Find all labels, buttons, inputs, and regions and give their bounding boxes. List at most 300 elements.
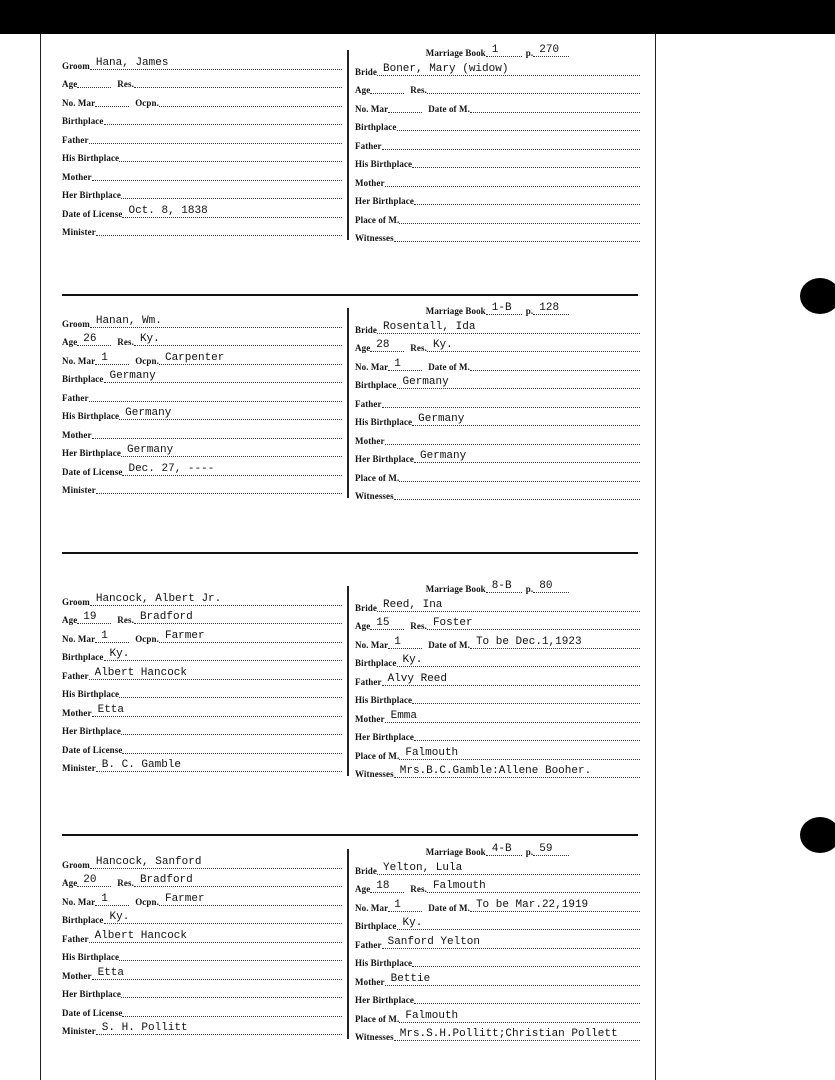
groom-row-his-birthplace (62, 405, 342, 424)
field-label: Mother (355, 177, 385, 188)
field-label: Her Birthplace (62, 989, 121, 999)
field-value: Germany (119, 408, 342, 420)
field-label: Place of M. (355, 214, 400, 225)
field-value: 20 (77, 875, 111, 887)
groom-row-minister (62, 221, 342, 240)
field-value: Etta (92, 968, 342, 980)
field-label: Groom (62, 859, 90, 870)
bride-row-mother (355, 970, 640, 989)
field-label: Date of M. (428, 103, 470, 114)
field-value (412, 167, 640, 168)
field-value (104, 124, 343, 125)
field-value: Germany (412, 414, 640, 426)
field-label: Age (355, 621, 371, 631)
bride-row-her-birthplace (355, 726, 640, 745)
bride-row-birthplace (355, 116, 640, 135)
field-label: Father (62, 933, 89, 944)
field-value: Ky. (104, 912, 343, 924)
field-value: Falmouth (399, 748, 640, 760)
field-value (394, 499, 640, 500)
field-label: No. Mar (62, 896, 96, 907)
groom-section (62, 590, 342, 775)
field-value: Emma (385, 711, 640, 723)
field-label: Date of License (62, 744, 123, 755)
field-value (122, 753, 342, 754)
bride-row-age (355, 615, 640, 634)
groom-row-his-birthplace (62, 683, 342, 702)
field-value: 4-B (486, 844, 522, 856)
field-value (77, 87, 111, 88)
field-value: Germany (397, 377, 641, 389)
field-value (96, 235, 342, 236)
groom-row-minister (62, 1020, 342, 1039)
bride-row-place-of-m (355, 1007, 640, 1026)
marriage-book-header (355, 44, 640, 60)
field-value: 1 (388, 900, 422, 912)
field-value: 15 (370, 618, 404, 630)
field-value: S. H. Pollitt (96, 1023, 342, 1035)
field-label: Birthplace (355, 380, 397, 390)
field-label: p. (525, 847, 534, 857)
bride-row-witnesses (355, 1026, 640, 1045)
field-label: Mother (355, 976, 385, 987)
marriage-book-header (355, 580, 640, 596)
field-value: 1-B (486, 303, 522, 315)
field-label: Mother (62, 970, 92, 981)
field-value: Germany (104, 371, 343, 383)
card-separator (62, 834, 638, 836)
groom-row-no-mar (62, 890, 342, 909)
right-border-line (655, 34, 656, 1080)
groom-row-age (62, 331, 342, 350)
field-value: Germany (414, 451, 640, 463)
field-label: No. Mar (355, 902, 389, 913)
field-label: Marriage Book (425, 847, 486, 857)
field-value (92, 438, 342, 439)
field-label: His Birthplace (62, 153, 120, 163)
groom-row-date-of-license (62, 202, 342, 221)
field-value (89, 401, 342, 402)
field-value (159, 106, 342, 107)
field-value: B. C. Gamble (96, 760, 342, 772)
groom-row-age (62, 73, 342, 92)
groom-row-age (62, 609, 342, 628)
field-label: His Birthplace (62, 689, 120, 699)
field-label: His Birthplace (355, 958, 413, 968)
field-value (399, 481, 640, 482)
marriage-card (62, 44, 640, 244)
field-value (470, 112, 640, 113)
field-value (399, 223, 640, 224)
field-label: No. Mar (355, 361, 389, 372)
field-value: To be Mar.22,1919 (470, 900, 640, 912)
field-value (385, 186, 640, 187)
field-label: Date of License (62, 208, 123, 219)
bride-row-bride (355, 60, 640, 79)
field-value: To be Dec.1,1923 (470, 637, 640, 649)
groom-row-no-mar (62, 349, 342, 368)
bride-row-age (355, 79, 640, 98)
field-label: Date of License (62, 466, 123, 477)
field-label: Minister (62, 227, 96, 237)
field-value (134, 87, 342, 88)
field-label: No. Mar (62, 97, 96, 108)
marriage-card (62, 302, 640, 502)
groom-row-father (62, 927, 342, 946)
field-value: Ky. (427, 340, 640, 352)
column-divider (347, 586, 349, 776)
field-value: Etta (92, 705, 342, 717)
field-value: Albert Hancock (89, 931, 342, 943)
field-label: No. Mar (62, 355, 96, 366)
field-value: 1 (95, 353, 129, 365)
groom-row-date-of-license (62, 1001, 342, 1020)
groom-row-her-birthplace (62, 442, 342, 461)
field-value: 28 (370, 340, 404, 352)
field-value: 80 (533, 581, 569, 593)
groom-row-groom (62, 853, 342, 872)
field-value: 19 (77, 612, 111, 624)
field-label: Place of M. (355, 750, 400, 761)
field-value: Ky. (397, 918, 641, 930)
field-value (414, 1003, 640, 1004)
groom-row-her-birthplace (62, 184, 342, 203)
field-value: 26 (77, 334, 111, 346)
field-label: Her Birthplace (355, 732, 414, 742)
bride-row-birthplace (355, 915, 640, 934)
bride-row-his-birthplace (355, 952, 640, 971)
card-separator (62, 552, 638, 554)
bride-row-birthplace (355, 374, 640, 393)
groom-row-birthplace (62, 368, 342, 387)
bride-row-place-of-m (355, 208, 640, 227)
field-value (89, 143, 342, 144)
field-value: 8-B (486, 581, 522, 593)
groom-section (62, 312, 342, 497)
field-value: Hana, James (90, 58, 342, 70)
field-label: Res. (410, 85, 427, 95)
bride-row-witnesses (355, 763, 640, 782)
field-value: Rosentall, Ida (377, 322, 640, 334)
field-label: Bride (355, 602, 377, 613)
field-value: Ky. (397, 655, 641, 667)
field-label: Bride (355, 324, 377, 335)
field-value: Carpenter (159, 353, 342, 365)
field-label: Witnesses (355, 1032, 394, 1042)
field-value: Alvy Reed (382, 674, 640, 686)
field-label: Bride (355, 865, 377, 876)
field-label: His Birthplace (355, 159, 413, 169)
groom-row-father (62, 386, 342, 405)
field-value (121, 734, 342, 735)
field-label: p. (525, 584, 534, 594)
field-value (119, 960, 342, 961)
field-label: Res. (117, 615, 134, 625)
bride-row-his-birthplace (355, 689, 640, 708)
bride-row-place-of-m (355, 744, 640, 763)
field-value (119, 161, 342, 162)
bride-row-father (355, 670, 640, 689)
field-label: Res. (410, 621, 427, 631)
bride-row-mother (355, 171, 640, 190)
field-label: Res. (117, 878, 134, 888)
field-value: Mrs.B.C.Gamble:Allene Booher. (394, 766, 640, 778)
bride-row-place-of-m (355, 466, 640, 485)
bride-row-father (355, 134, 640, 153)
field-label: Father (355, 140, 382, 151)
field-label: Bride (355, 66, 377, 77)
groom-section (62, 54, 342, 239)
groom-row-no-mar (62, 91, 342, 110)
groom-row-groom (62, 54, 342, 73)
field-label: Marriage Book (425, 48, 486, 58)
field-value: 1 (95, 894, 129, 906)
bride-row-mother (355, 429, 640, 448)
field-label: Place of M. (355, 1013, 400, 1024)
field-label: Minister (62, 763, 96, 773)
field-label: Mother (62, 429, 92, 440)
field-label: Age (62, 337, 78, 347)
column-divider (347, 308, 349, 498)
field-value: Reed, Ina (377, 600, 640, 612)
field-label: Date of M. (428, 639, 470, 650)
field-value: Ky. (134, 334, 342, 346)
field-value (397, 130, 641, 131)
bride-section (355, 580, 640, 781)
groom-row-birthplace (62, 110, 342, 129)
field-value (95, 106, 129, 107)
field-label: Age (62, 615, 78, 625)
groom-row-age (62, 872, 342, 891)
field-value: Oct. 8, 1838 (122, 206, 342, 218)
field-label: Ocpn. (135, 355, 159, 366)
groom-row-groom (62, 312, 342, 331)
field-value (122, 1016, 342, 1017)
marriage-book-header (355, 302, 640, 318)
field-value (119, 697, 342, 698)
field-value: 18 (370, 881, 404, 893)
groom-row-his-birthplace (62, 946, 342, 965)
groom-row-no-mar (62, 627, 342, 646)
field-label: Groom (62, 318, 90, 329)
field-value: Farmer (159, 631, 342, 643)
column-divider (347, 849, 349, 1039)
field-label: Witnesses (355, 491, 394, 501)
groom-row-mother (62, 701, 342, 720)
field-label: Her Birthplace (62, 190, 121, 200)
groom-row-her-birthplace (62, 720, 342, 739)
groom-row-her-birthplace (62, 983, 342, 1002)
bride-row-father (355, 392, 640, 411)
groom-row-date-of-license (62, 460, 342, 479)
field-value: Germany (121, 445, 342, 457)
bride-row-father (355, 933, 640, 952)
field-value: Ky. (104, 649, 343, 661)
field-value: 1 (388, 359, 422, 371)
bride-section (355, 302, 640, 503)
field-label: Father (355, 939, 382, 950)
scan-top-edge (0, 0, 835, 34)
field-value (414, 740, 640, 741)
field-value: Falmouth (427, 881, 640, 893)
field-value: Bradford (134, 875, 342, 887)
field-label: Place of M. (355, 472, 400, 483)
field-value: Farmer (159, 894, 342, 906)
field-value: Mrs.S.H.Pollitt;Christian Pollett (394, 1029, 640, 1041)
field-label: Date of M. (428, 361, 470, 372)
field-label: Mother (355, 713, 385, 724)
field-label: Mother (355, 435, 385, 446)
field-value (121, 997, 342, 998)
field-label: Birthplace (62, 652, 104, 662)
bride-section (355, 44, 640, 245)
field-label: Her Birthplace (62, 448, 121, 458)
field-label: Her Birthplace (355, 196, 414, 206)
field-label: Ocpn. (135, 633, 159, 644)
field-label: Her Birthplace (355, 454, 414, 464)
field-value (382, 407, 640, 408)
bride-row-no-mar (355, 97, 640, 116)
field-value (412, 966, 640, 967)
field-value: Foster (427, 618, 640, 630)
marriage-card (62, 580, 640, 780)
field-label: No. Mar (62, 633, 96, 644)
column-divider (347, 50, 349, 240)
field-label: Father (62, 392, 89, 403)
groom-row-minister (62, 479, 342, 498)
card-separator (62, 294, 638, 296)
field-label: Date of License (62, 1007, 123, 1018)
field-label: p. (525, 306, 534, 316)
field-label: Res. (410, 884, 427, 894)
field-label: Witnesses (355, 233, 394, 243)
field-value: 1 (95, 631, 129, 643)
groom-section (62, 853, 342, 1038)
field-label: Father (62, 134, 89, 145)
field-label: Her Birthplace (355, 995, 414, 1005)
bride-row-no-mar (355, 355, 640, 374)
field-value (470, 370, 640, 371)
field-label: Her Birthplace (62, 726, 121, 736)
field-label: His Birthplace (355, 695, 413, 705)
groom-row-birthplace (62, 646, 342, 665)
bride-row-no-mar (355, 633, 640, 652)
bride-row-bride (355, 859, 640, 878)
field-value: Albert Hancock (89, 668, 342, 680)
field-label: Marriage Book (425, 584, 486, 594)
groom-row-groom (62, 590, 342, 609)
field-label: Marriage Book (425, 306, 486, 316)
field-value: 128 (533, 303, 569, 315)
field-label: p. (525, 48, 534, 58)
groom-row-father (62, 664, 342, 683)
field-label: Date of M. (428, 902, 470, 913)
field-label: Minister (62, 485, 96, 495)
field-label: Father (62, 670, 89, 681)
field-value: Boner, Mary (widow) (377, 64, 640, 76)
field-value (121, 198, 342, 199)
field-value: Bradford (134, 612, 342, 624)
groom-row-minister (62, 757, 342, 776)
marriage-book-header (355, 843, 640, 859)
bride-row-her-birthplace (355, 448, 640, 467)
field-value: Bettie (385, 974, 640, 986)
bride-row-witnesses (355, 485, 640, 504)
bride-row-mother (355, 707, 640, 726)
field-value: Dec. 27, ---- (122, 464, 342, 476)
field-value (412, 703, 640, 704)
field-label: Age (62, 79, 78, 89)
field-label: Age (62, 878, 78, 888)
bride-row-no-mar (355, 896, 640, 915)
punch-hole (800, 278, 835, 314)
bride-section (355, 843, 640, 1044)
field-value: 59 (533, 844, 569, 856)
field-label: Birthplace (62, 374, 104, 384)
field-value: Hancock, Sanford (90, 857, 342, 869)
bride-row-his-birthplace (355, 153, 640, 172)
field-label: Age (355, 343, 371, 353)
groom-row-mother (62, 165, 342, 184)
field-value (388, 112, 422, 113)
groom-row-mother (62, 964, 342, 983)
field-label: His Birthplace (62, 411, 120, 421)
groom-row-mother (62, 423, 342, 442)
field-label: Birthplace (355, 122, 397, 132)
field-value: Yelton, Lula (377, 863, 640, 875)
field-label: Groom (62, 596, 90, 607)
bride-row-bride (355, 318, 640, 337)
field-label: Groom (62, 60, 90, 71)
field-label: Mother (62, 707, 92, 718)
field-label: Birthplace (62, 116, 104, 126)
field-label: Res. (117, 79, 134, 89)
field-label: Ocpn. (135, 896, 159, 907)
bride-row-witnesses (355, 227, 640, 246)
bride-row-age (355, 337, 640, 356)
field-label: Res. (117, 337, 134, 347)
bride-row-birthplace (355, 652, 640, 671)
field-label: His Birthplace (355, 417, 413, 427)
bride-row-bride (355, 596, 640, 615)
field-value: Hancock, Albert Jr. (90, 594, 342, 606)
bride-row-his-birthplace (355, 411, 640, 430)
left-border-line (40, 34, 41, 1080)
field-value: Sanford Yelton (382, 937, 640, 949)
field-value: Hanan, Wm. (90, 316, 342, 328)
field-value (385, 444, 640, 445)
field-label: Ocpn. (135, 97, 159, 108)
field-label: Father (355, 398, 382, 409)
field-value (427, 93, 640, 94)
field-label: Birthplace (62, 915, 104, 925)
groom-row-father (62, 128, 342, 147)
field-value (414, 204, 640, 205)
groom-row-his-birthplace (62, 147, 342, 166)
field-value (394, 241, 640, 242)
field-value (382, 149, 640, 150)
marriage-card (62, 843, 640, 1043)
field-label: Age (355, 884, 371, 894)
field-value: 1 (388, 637, 422, 649)
groom-row-date-of-license (62, 738, 342, 757)
field-value: Falmouth (399, 1011, 640, 1023)
field-value: 1 (486, 45, 522, 57)
field-value: 270 (533, 45, 569, 57)
field-label: Birthplace (355, 921, 397, 931)
field-value (370, 93, 404, 94)
bride-row-her-birthplace (355, 989, 640, 1008)
